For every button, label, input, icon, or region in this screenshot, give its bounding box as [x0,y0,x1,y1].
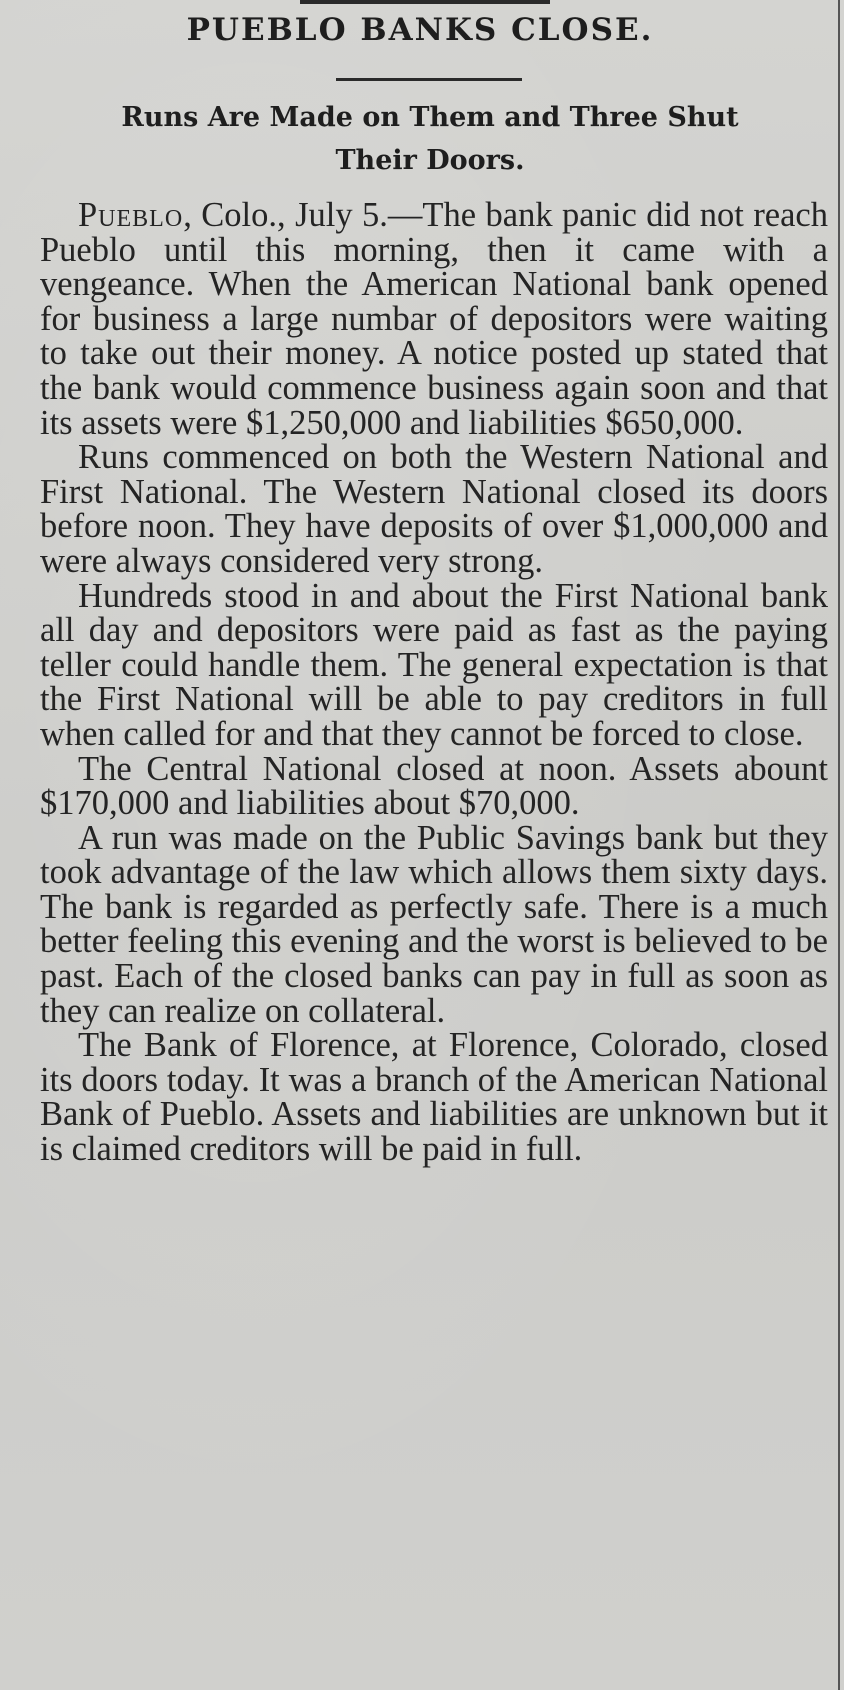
subheadline [30,96,830,182]
article-body [40,198,828,1167]
paragraph-1-text: , Colo., July 5.—The bank panic did not reach Pueblo until this morning, then it came with a vengeance. When the American National bank opened for business a large numbar of depositors were waiting to take out their money. A notice posted up stated that the bank would commence business again soon and that its assets were $1,250,000 and liabilities $650,000. [40,196,828,442]
paragraph-1 [40,198,828,440]
top-border-rule [300,0,550,4]
paragraph-2: Runs commenced on both the Western National and First National. The Western National closed its doors before noon. They have deposits of over $1,000,000 and were always considered very strong. [40,438,828,580]
headline: PUEBLO BANKS CLOSE. [186,12,654,48]
subhead-line-2: Their Doors. [335,145,525,176]
subhead-line-1: Runs Are Made on Them and Three Shut [121,102,739,133]
paragraph-4: The Central National closed at noon. Assets abount $170,000 and liabilities about $70,000. [40,749,828,823]
paragraph-3: Hundreds stood in and about the First National bank all day and depositors were paid as fast as the paying teller could handle them. The general expectation is that the First National will be able to pay creditors in full when called for and that they cannot be forced to close. [40,576,828,753]
paragraph-6: The Bank of Florence, at Florence, Colorado, closed its doors today. It was a branch of the American National Bank of Pueblo. Assets and liabilities are unknown but it is claimed creditors will be paid in full. [40,1026,828,1169]
headline-rule [336,78,522,81]
dateline: Pueblo [78,196,184,234]
column-divider-rule [838,0,840,1690]
paragraph-5: A run was made on the Public Savings bank but they took advantage of the law which allows them sixty days. The bank is regarded as perfectly safe. There is a much better feeling this evening and the worst is believed to be past. Each of the closed banks can pay in full as soon as they can realize on collateral. [40,818,828,1030]
